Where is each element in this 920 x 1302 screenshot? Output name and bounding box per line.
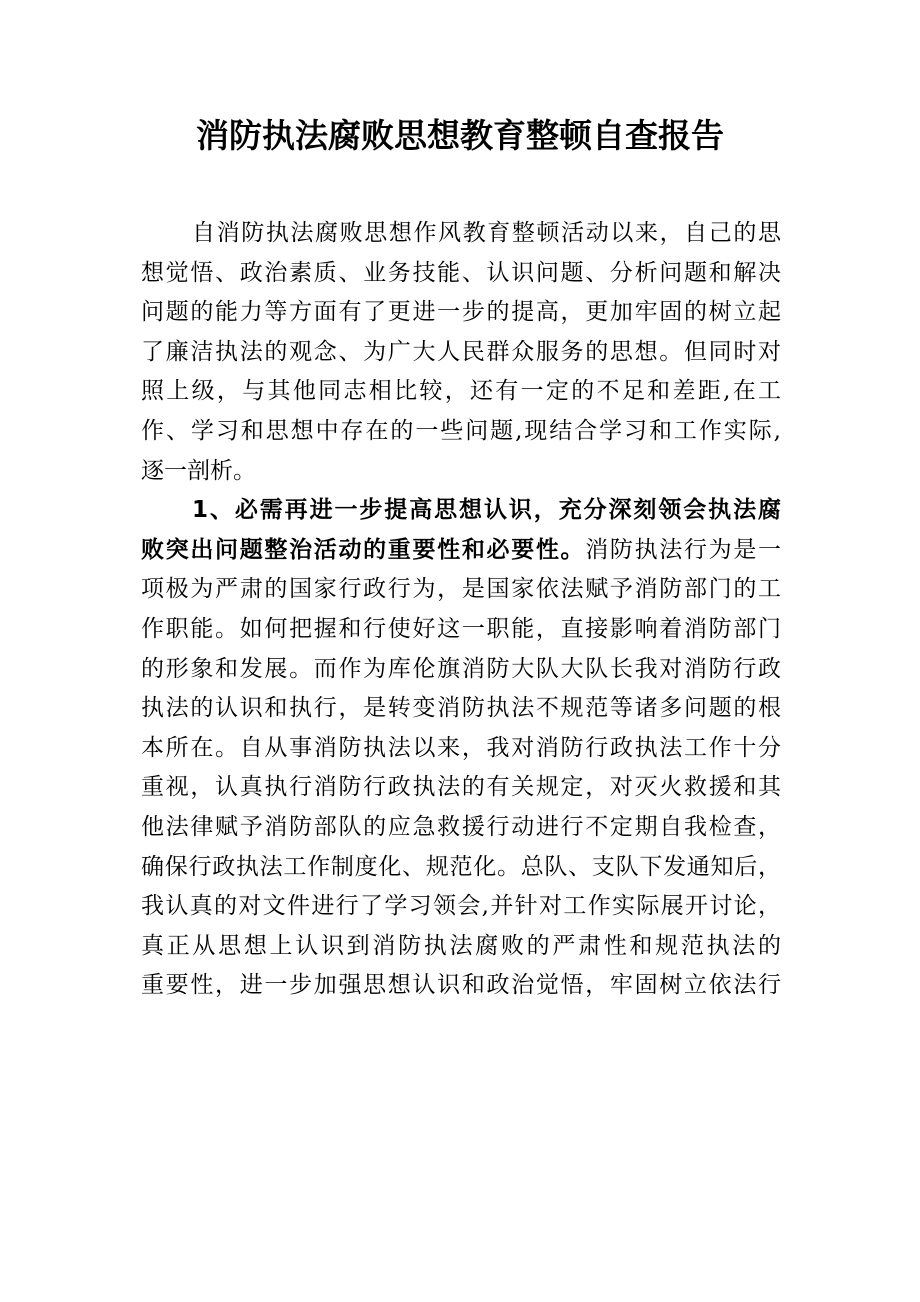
text-line: 真正从思想上认识到消防执法腐败的严肃性和规范执法的	[141, 932, 781, 959]
text-line: 问题的能力等方面有了更进一步的提高，更加牢固的树立起	[141, 299, 781, 326]
section-heading-line: 1、必需再进一步提高思想认识，充分深刻领会执法腐	[192, 497, 781, 524]
text-line: 执法的认识和执行，是转变消防执法不规范等诸多问题的根	[141, 695, 781, 722]
text-line: 想觉悟、政治素质、业务技能、认识问题、分析问题和解决	[141, 259, 781, 286]
text-line: 照上级，与其他同志相比较，还有一定的不足和差距,在工	[141, 378, 781, 405]
text-line: 确保行政执法工作制度化、规范化。总队、支队下发通知后，	[141, 853, 781, 880]
text-line: 本所在。自从事消防执法以来，我对消防行政执法工作十分	[141, 734, 781, 761]
paragraph-section-1	[141, 491, 781, 1006]
document-body	[141, 214, 781, 1006]
section-heading-tail: 败突出问题整治活动的重要性和必要性。	[141, 536, 586, 563]
text-line: 自消防执法腐败思想作风教育整顿活动以来，自己的思	[192, 220, 781, 246]
paragraph-intro	[141, 214, 781, 491]
text-line: 重要性，进一步加强思想认识和政治觉悟，牢固树立依法行	[141, 972, 781, 999]
section-body-start: 消防执法行为是一	[585, 536, 782, 563]
text-line: 我认真的对文件进行了学习领会,并针对工作实际展开讨论，	[141, 893, 781, 920]
text-line-mixed	[141, 531, 781, 571]
text-line: 作、学习和思想中存在的一些问题,现结合学习和工作实际,	[141, 417, 781, 444]
document-title: 消防执法腐败思想教育整顿自查报告	[196, 116, 724, 155]
text-line: 作职能。如何把握和行使好这一职能，直接影响着消防部门	[141, 615, 781, 642]
text-line: 的形象和发展。而作为库伦旗消防大队大队长我对消防行政	[141, 655, 781, 682]
text-line: 逐一剖析。	[141, 457, 256, 484]
text-line: 项极为严肃的国家行政行为，是国家依法赋予消防部门的工	[141, 576, 781, 603]
text-line: 重视，认真执行消防行政执法的有关规定，对灭火救援和其	[141, 774, 781, 801]
text-line: 他法律赋予消防部队的应急救援行动进行不定期自我检查，	[141, 813, 781, 840]
text-line: 了廉洁执法的观念、为广大人民群众服务的思想。但同时对	[141, 338, 781, 365]
